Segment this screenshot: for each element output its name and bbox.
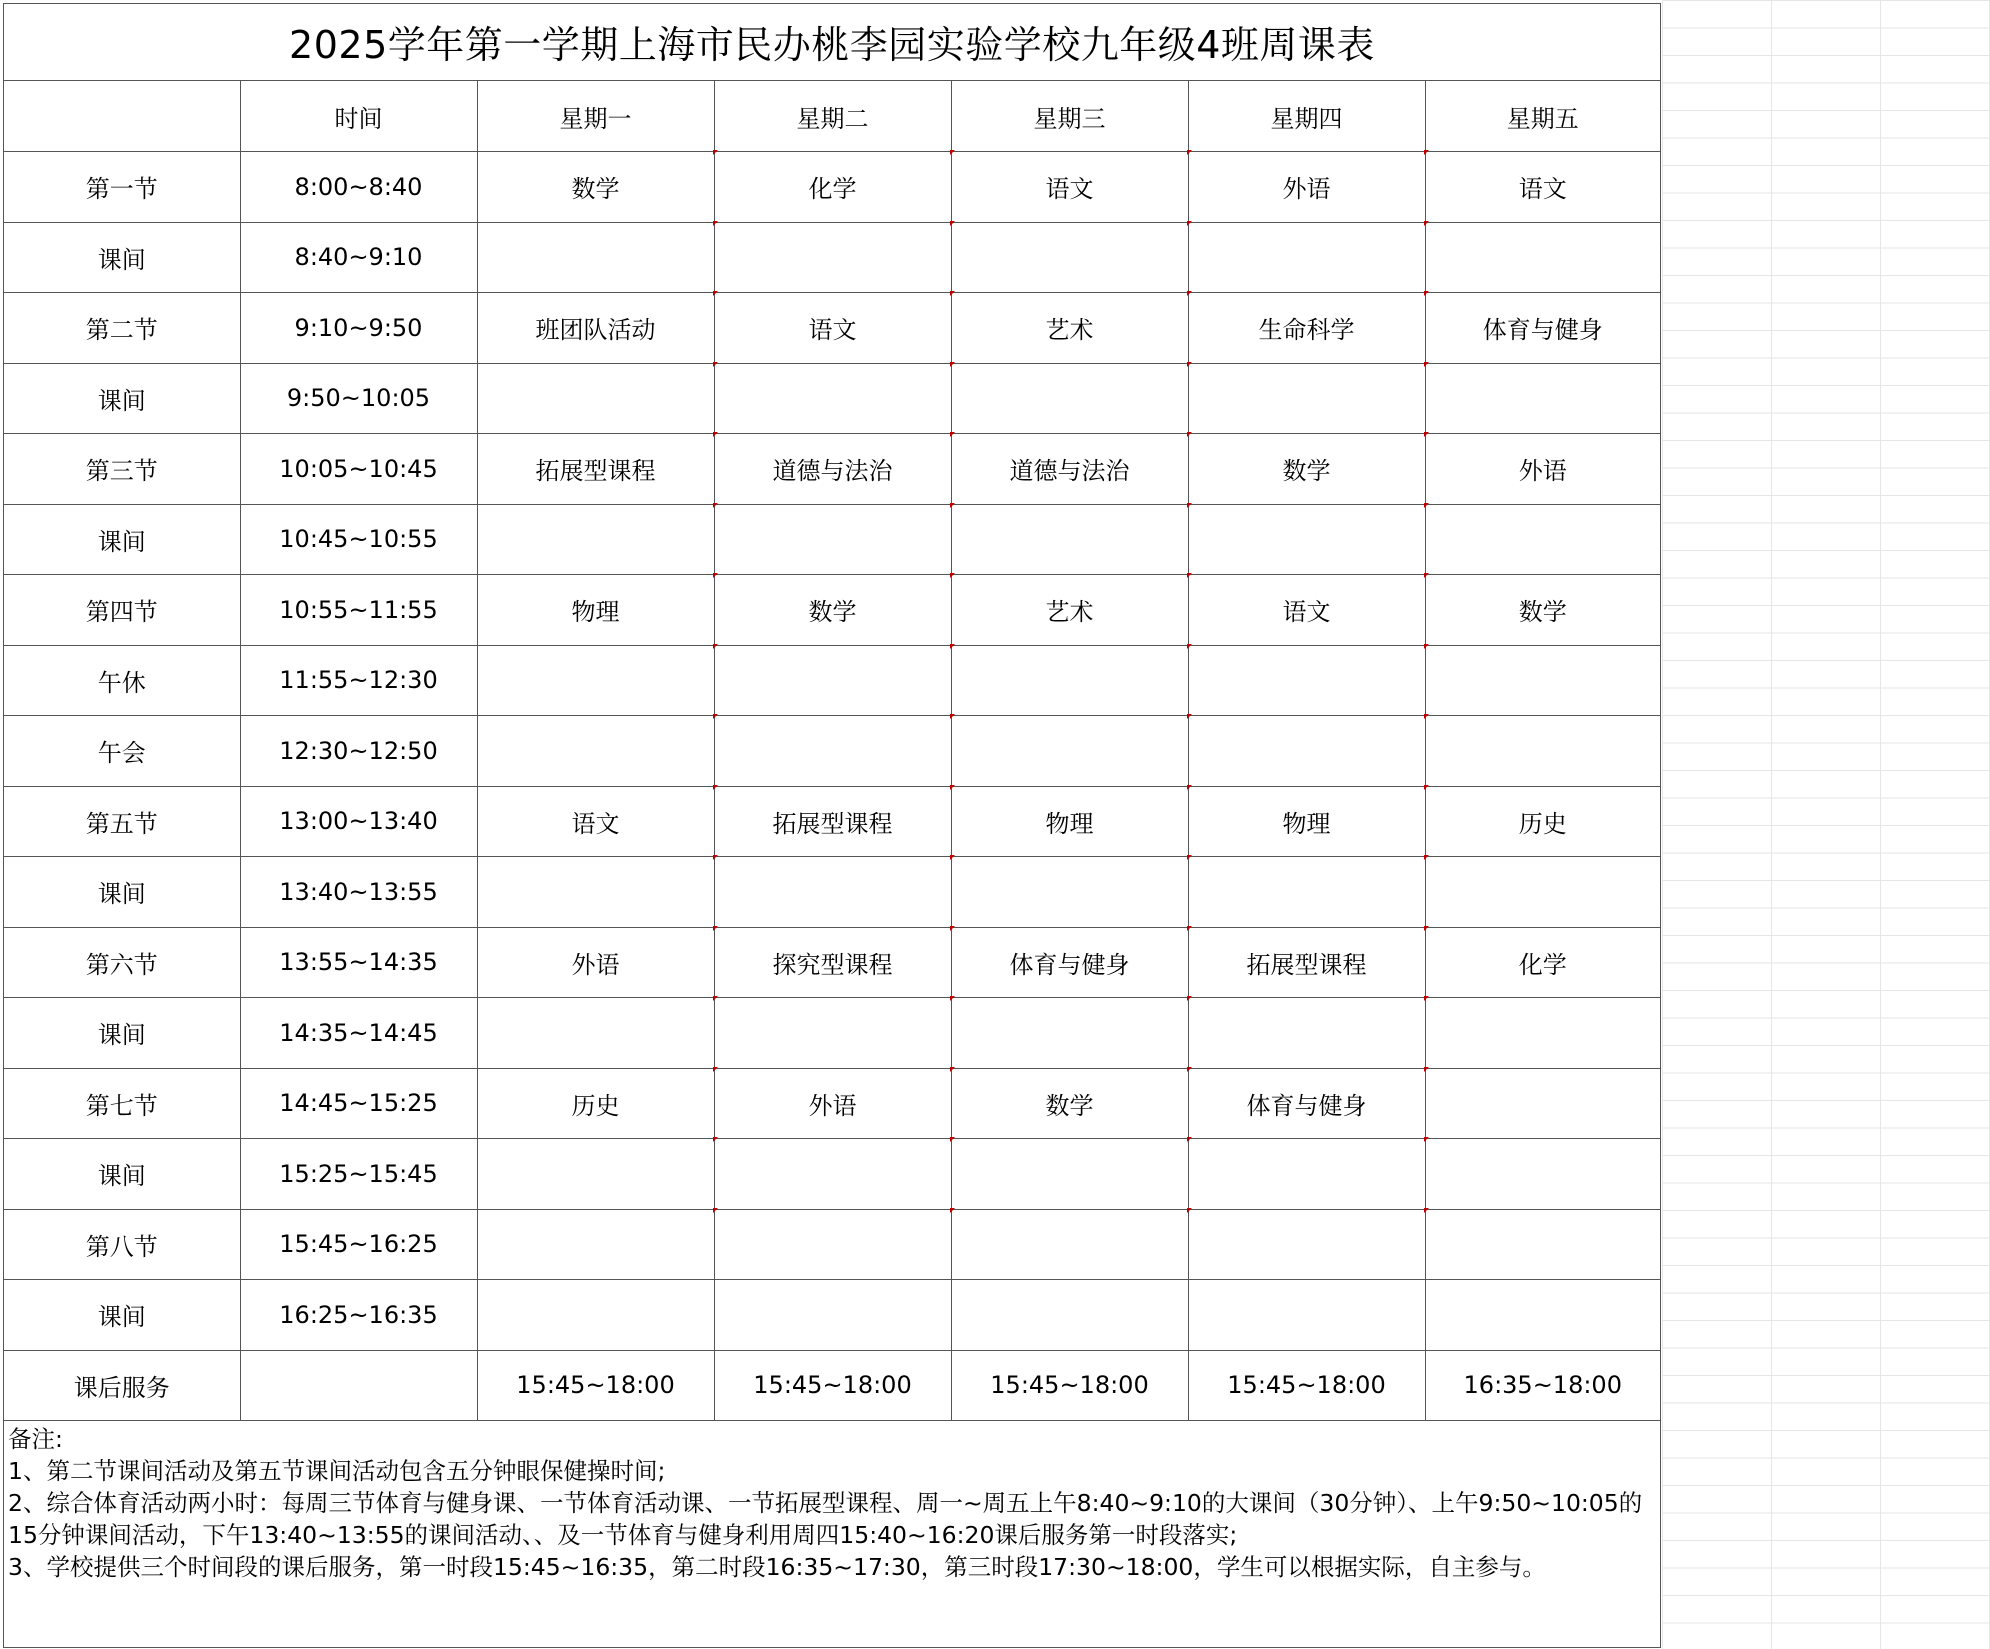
period-time: 13:55~14:35	[240, 927, 477, 998]
class-cell[interactable]: 外语	[477, 927, 714, 998]
table-row	[4, 716, 1660, 787]
table-row	[4, 575, 1660, 646]
class-cell[interactable]	[1425, 1209, 1660, 1280]
period-time: 8:00~8:40	[240, 152, 477, 223]
class-cell[interactable]: 道德与法治	[714, 434, 951, 505]
header-cell: 星期三	[951, 81, 1188, 152]
period-time: 9:10~9:50	[240, 293, 477, 364]
class-cell[interactable]: 外语	[1425, 434, 1660, 505]
class-cell[interactable]: 物理	[951, 786, 1188, 857]
class-cell[interactable]	[1425, 504, 1660, 575]
class-cell[interactable]	[1188, 363, 1425, 434]
class-cell[interactable]	[1188, 222, 1425, 293]
table-row	[4, 434, 1660, 505]
class-cell[interactable]: 外语	[714, 1068, 951, 1139]
table-row	[4, 1350, 1660, 1421]
table-row	[4, 998, 1660, 1069]
header-cell: 星期五	[1425, 81, 1660, 152]
class-cell[interactable]: 拓展型课程	[714, 786, 951, 857]
class-cell[interactable]	[1188, 998, 1425, 1069]
class-cell[interactable]: 15:45~18:00	[714, 1350, 951, 1421]
period-time: 16:25~16:35	[240, 1280, 477, 1351]
class-cell[interactable]	[714, 504, 951, 575]
class-cell[interactable]	[477, 363, 714, 434]
class-cell[interactable]	[477, 716, 714, 787]
class-cell[interactable]: 艺术	[951, 293, 1188, 364]
class-cell[interactable]	[951, 716, 1188, 787]
class-cell[interactable]: 数学	[1425, 575, 1660, 646]
period-label: 课间	[4, 1139, 240, 1210]
table-row	[4, 857, 1660, 928]
class-cell[interactable]	[477, 504, 714, 575]
class-cell[interactable]: 数学	[951, 1068, 1188, 1139]
period-time: 13:00~13:40	[240, 786, 477, 857]
class-cell[interactable]	[477, 1139, 714, 1210]
class-cell[interactable]: 数学	[477, 152, 714, 223]
spreadsheet-grid	[1662, 0, 1990, 1649]
class-cell[interactable]	[1188, 645, 1425, 716]
header-cell	[4, 81, 240, 152]
period-label: 第一节	[4, 152, 240, 223]
period-label: 课间	[4, 857, 240, 928]
class-cell[interactable]	[477, 1280, 714, 1351]
class-cell[interactable]	[1425, 716, 1660, 787]
note-line: 2、综合体育活动两小时：每周三节体育与健身课、一节体育活动课、一节拓展型课程、周一~周五上午8:40~9:10的大课间（30分钟）、上午9:50~10:05的15分钟课间活动，下午13:40~13:55的课间活动、、及一节体育与健身利用周四15:40~16:20课后服务第一时段落实;	[8, 1489, 1643, 1549]
class-cell[interactable]	[1188, 1209, 1425, 1280]
class-cell[interactable]	[477, 222, 714, 293]
schedule-table	[4, 81, 1660, 1421]
table-row	[4, 504, 1660, 575]
table-row	[4, 363, 1660, 434]
class-cell[interactable]	[477, 857, 714, 928]
class-cell[interactable]: 16:35~18:00	[1425, 1350, 1660, 1421]
class-cell[interactable]: 班团队活动	[477, 293, 714, 364]
class-cell[interactable]	[951, 1209, 1188, 1280]
class-cell[interactable]: 15:45~18:00	[951, 1350, 1188, 1421]
class-cell[interactable]	[477, 645, 714, 716]
class-cell[interactable]: 探究型课程	[714, 927, 951, 998]
period-time: 14:45~15:25	[240, 1068, 477, 1139]
class-cell[interactable]: 数学	[1188, 434, 1425, 505]
class-cell[interactable]: 语文	[1188, 575, 1425, 646]
class-cell[interactable]	[951, 222, 1188, 293]
period-label: 午会	[4, 716, 240, 787]
period-time: 11:55~12:30	[240, 645, 477, 716]
table-row	[4, 645, 1660, 716]
class-cell[interactable]	[951, 504, 1188, 575]
class-cell[interactable]: 拓展型课程	[477, 434, 714, 505]
period-time: 9:50~10:05	[240, 363, 477, 434]
period-time: 10:45~10:55	[240, 504, 477, 575]
table-row	[4, 927, 1660, 998]
header-cell: 时间	[240, 81, 477, 152]
period-label: 课间	[4, 363, 240, 434]
period-label: 第四节	[4, 575, 240, 646]
class-cell[interactable]: 物理	[477, 575, 714, 646]
period-time: 15:45~16:25	[240, 1209, 477, 1280]
class-cell[interactable]	[1425, 363, 1660, 434]
class-cell[interactable]	[951, 998, 1188, 1069]
header-cell: 星期二	[714, 81, 951, 152]
class-cell[interactable]	[951, 1280, 1188, 1351]
period-label: 第二节	[4, 293, 240, 364]
class-cell[interactable]	[1425, 222, 1660, 293]
class-cell[interactable]	[1425, 1068, 1660, 1139]
class-cell[interactable]: 体育与健身	[1425, 293, 1660, 364]
note-line: 1、第二节课间活动及第五节课间活动包含五分钟眼保健操时间;	[8, 1457, 666, 1485]
class-cell[interactable]	[1188, 1280, 1425, 1351]
period-label: 课间	[4, 504, 240, 575]
class-cell[interactable]	[714, 645, 951, 716]
class-cell[interactable]: 历史	[1425, 786, 1660, 857]
period-time	[240, 1350, 477, 1421]
class-cell[interactable]	[714, 363, 951, 434]
class-cell[interactable]	[1188, 504, 1425, 575]
period-label: 课间	[4, 222, 240, 293]
class-cell[interactable]: 艺术	[951, 575, 1188, 646]
page-title: 2025学年第一学期上海市民办桃李园实验学校九年级4班周课表	[4, 4, 1660, 81]
period-label: 课间	[4, 1280, 240, 1351]
class-cell[interactable]	[1188, 857, 1425, 928]
period-label: 课间	[4, 998, 240, 1069]
class-cell[interactable]	[1425, 998, 1660, 1069]
header-row	[4, 81, 1660, 152]
class-cell[interactable]	[714, 1280, 951, 1351]
period-label: 第五节	[4, 786, 240, 857]
table-row	[4, 1139, 1660, 1210]
class-cell[interactable]: 15:45~18:00	[477, 1350, 714, 1421]
period-label: 午休	[4, 645, 240, 716]
class-cell[interactable]: 道德与法治	[951, 434, 1188, 505]
class-cell[interactable]: 化学	[1425, 927, 1660, 998]
period-time: 14:35~14:45	[240, 998, 477, 1069]
class-cell[interactable]	[714, 857, 951, 928]
period-label: 第八节	[4, 1209, 240, 1280]
class-cell[interactable]: 拓展型课程	[1188, 927, 1425, 998]
class-cell[interactable]: 语文	[951, 152, 1188, 223]
header-cell: 星期一	[477, 81, 714, 152]
class-cell[interactable]: 语文	[1425, 152, 1660, 223]
class-cell[interactable]: 语文	[477, 786, 714, 857]
class-cell[interactable]	[714, 716, 951, 787]
class-cell[interactable]	[477, 1209, 714, 1280]
table-row	[4, 222, 1660, 293]
class-cell[interactable]: 化学	[714, 152, 951, 223]
table-row	[4, 786, 1660, 857]
table-row	[4, 152, 1660, 223]
period-label: 第七节	[4, 1068, 240, 1139]
class-cell[interactable]	[1188, 716, 1425, 787]
notes-heading: 备注:	[8, 1425, 63, 1453]
period-label: 第三节	[4, 434, 240, 505]
class-cell[interactable]	[1188, 1139, 1425, 1210]
class-cell[interactable]	[477, 998, 714, 1069]
period-label: 课后服务	[4, 1350, 240, 1421]
class-cell[interactable]	[1425, 645, 1660, 716]
period-time: 8:40~9:10	[240, 222, 477, 293]
class-cell[interactable]: 体育与健身	[951, 927, 1188, 998]
header-cell: 星期四	[1188, 81, 1425, 152]
period-time: 13:40~13:55	[240, 857, 477, 928]
table-row	[4, 293, 1660, 364]
period-label: 第六节	[4, 927, 240, 998]
class-cell[interactable]	[714, 222, 951, 293]
class-cell[interactable]	[1425, 1139, 1660, 1210]
class-cell[interactable]	[714, 998, 951, 1069]
class-cell[interactable]	[1425, 1280, 1660, 1351]
timetable	[3, 3, 1661, 1648]
class-cell[interactable]	[714, 1139, 951, 1210]
class-cell[interactable]: 15:45~18:00	[1188, 1350, 1425, 1421]
class-cell[interactable]	[951, 645, 1188, 716]
class-cell[interactable]: 物理	[1188, 786, 1425, 857]
class-cell[interactable]: 生命科学	[1188, 293, 1425, 364]
period-time: 10:05~10:45	[240, 434, 477, 505]
table-row	[4, 1280, 1660, 1351]
class-cell[interactable]	[1425, 857, 1660, 928]
note-line: 3、学校提供三个时间段的课后服务，第一时段15:45~16:35，第二时段16:35~17:30，第三时段17:30~18:00，学生可以根据实际，自主参与。	[8, 1553, 1546, 1581]
period-time: 15:25~15:45	[240, 1139, 477, 1210]
table-row	[4, 1068, 1660, 1139]
class-cell[interactable]	[951, 363, 1188, 434]
class-cell[interactable]: 语文	[714, 293, 951, 364]
notes	[4, 1421, 1660, 1585]
period-time: 12:30~12:50	[240, 716, 477, 787]
class-cell[interactable]	[951, 1139, 1188, 1210]
class-cell[interactable]: 历史	[477, 1068, 714, 1139]
class-cell[interactable]: 外语	[1188, 152, 1425, 223]
period-time: 10:55~11:55	[240, 575, 477, 646]
class-cell[interactable]: 体育与健身	[1188, 1068, 1425, 1139]
table-row	[4, 1209, 1660, 1280]
class-cell[interactable]	[951, 857, 1188, 928]
class-cell[interactable]: 数学	[714, 575, 951, 646]
class-cell[interactable]	[714, 1209, 951, 1280]
